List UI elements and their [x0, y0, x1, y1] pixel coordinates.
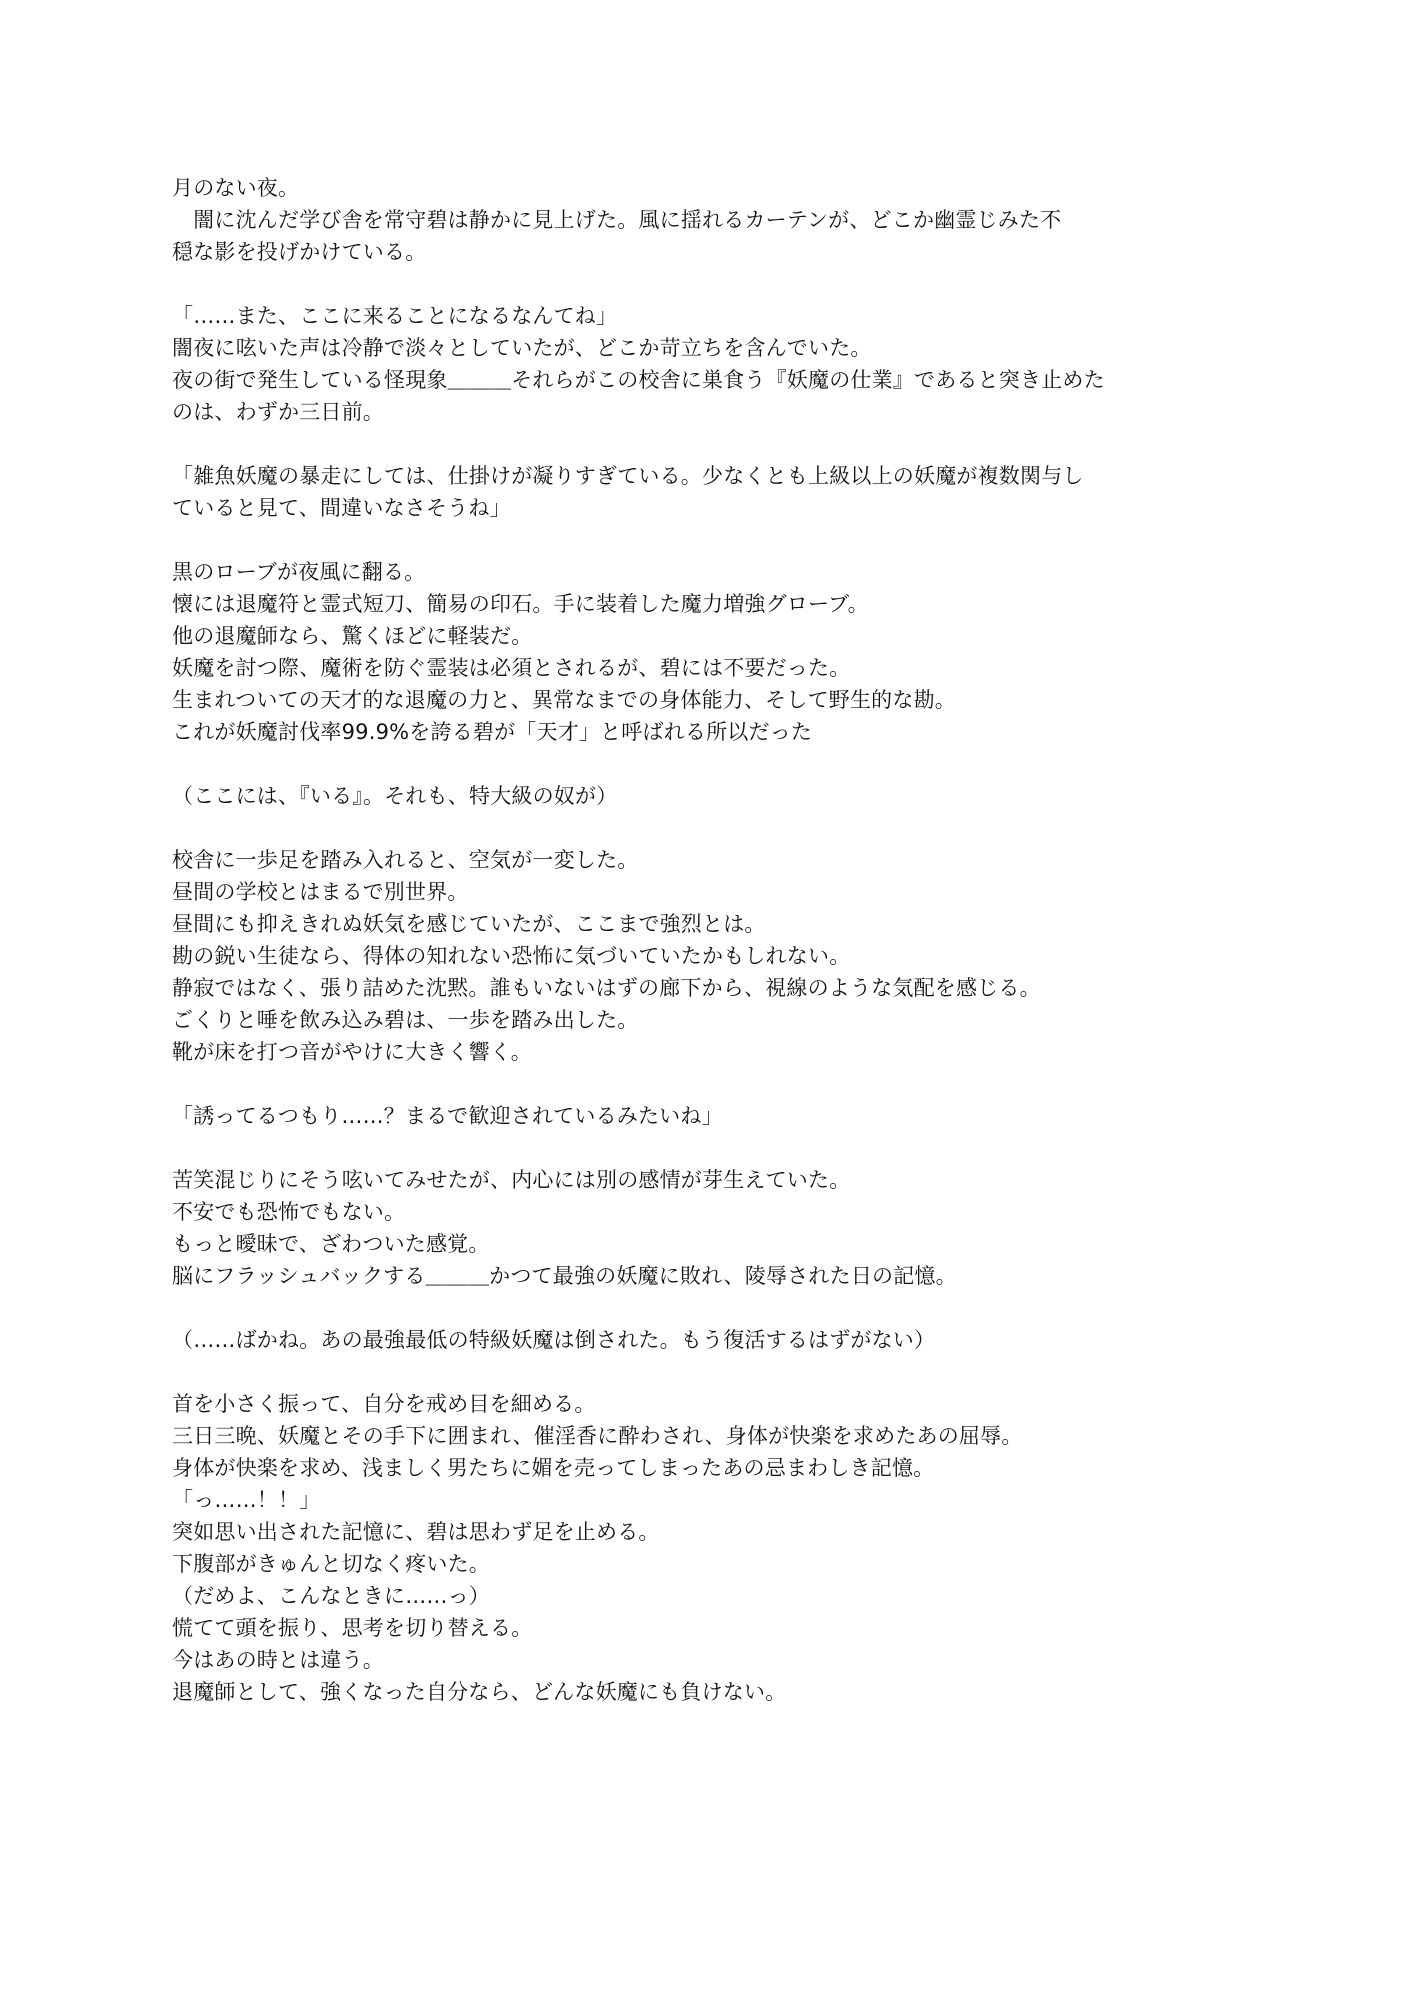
- text-line: 穏な影を投げかけている。: [172, 240, 427, 264]
- text-line: これが妖魔討伐率99.9%を誇る碧が「天才」と呼ばれる所以だった: [172, 720, 813, 744]
- dialogue-line: 「雑魚妖魔の暴走にしては、仕掛けが凝りすぎている。少なくとも上級以上の妖魔が複数関与し: [172, 464, 1084, 488]
- text-line: 昼間にも抑えきれぬ妖気を感じていたが、ここまで強烈とは。: [172, 912, 766, 936]
- text-line: 苦笑混じりにそう呟いてみせたが、内心には別の感情が芽生えていた。: [172, 1168, 851, 1192]
- paragraph-gap: [172, 428, 1262, 460]
- text-line: 勘の鋭い生徒なら、得体の知れない恐怖に気づいていたかもしれない。: [172, 944, 851, 968]
- text-line: 月のない夜。: [172, 176, 300, 200]
- paragraph-gap: [172, 812, 1262, 844]
- text-line: 昼間の学校とはまるで別世界。: [172, 880, 469, 904]
- text-line: 脳にフラッシュバックする＿＿＿かつて最強の妖魔に敗れ、陵辱された日の記憶。: [172, 1264, 957, 1288]
- text-line: 首を小さく振って、自分を戒め目を細める。: [172, 1392, 596, 1416]
- dialogue-line: ていると見て、間違いなさそうね」: [172, 496, 511, 520]
- text-line: 身体が快楽を求め、浅ましく男たちに媚を売ってしまったあの忌まわしき記憶。: [172, 1456, 935, 1480]
- text-line: 闇夜に呟いた声は冷静で淡々としていたが、どこか苛立ちを含んでいた。: [172, 336, 872, 360]
- dialogue-line: 「っ……！！」: [172, 1488, 321, 1512]
- text-line: のは、わずか三日前。: [172, 400, 384, 424]
- text-line: 突如思い出された記憶に、碧は思わず足を止める。: [172, 1520, 660, 1544]
- text-line: 黒のローブが夜風に翻る。: [172, 560, 426, 584]
- text-line: 懐には退魔符と霊式短刀、簡易の印石。手に装着した魔力増強グローブ。: [172, 592, 869, 616]
- paragraph-gap: [172, 268, 1262, 300]
- paragraph-gap: [172, 748, 1262, 780]
- text-line: 闇に沈んだ学び舎を常守碧は静かに見上げた。風に揺れるカーテンが、どこか幽霊じみた不: [172, 208, 1062, 232]
- text-line: 静寂ではなく、張り詰めた沈黙。誰もいないはずの廊下から、視線のような気配を感じる。: [172, 976, 1041, 1000]
- thought-line: （……ばかね。あの最強最低の特級妖魔は倒された。もう復活するはずがない）: [172, 1328, 936, 1352]
- text-line: 慌てて頭を振り、思考を切り替える。: [172, 1616, 533, 1640]
- paragraph-gap: [172, 1356, 1262, 1388]
- dialogue-line: 「誘ってるつもり……？まるで歓迎されているみたいね」: [172, 1104, 723, 1128]
- thought-line: （ここには、『いる』。それも、特大級の奴が）: [172, 784, 618, 808]
- thought-line: （だめよ、こんなときに……っ）: [172, 1584, 490, 1608]
- text-line: 今はあの時とは違う。: [172, 1648, 384, 1672]
- text-line: 夜の街で発生している怪現象＿＿＿それらがこの校舎に巣食う『妖魔の仕業』であると突き止めた: [172, 368, 1105, 392]
- text-line: 校舎に一歩足を踏み入れると、空気が一変した。: [172, 848, 639, 872]
- text-line: 妖魔を討つ際、魔術を防ぐ霊装は必須とされるが、碧には不要だった。: [172, 656, 851, 680]
- body-text: [172, 172, 1262, 1708]
- text-line: 三日三晩、妖魔とその手下に囲まれ、催淫香に酔わされ、身体が快楽を求めたあの屈辱。: [172, 1424, 1023, 1448]
- dialogue-line: 「……また、ここに来ることになるなんてね」: [172, 304, 618, 328]
- paragraph-gap: [172, 524, 1262, 556]
- text-line: 生まれついての天才的な退魔の力と、異常なまでの身体能力、そして野生的な勘。: [172, 688, 956, 712]
- text-line: 退魔師として、強くなった自分なら、どんな妖魔にも負けない。: [172, 1680, 787, 1704]
- text-line: 下腹部がきゅんと切なく疼いた。: [172, 1552, 490, 1576]
- paragraph-gap: [172, 1292, 1262, 1324]
- text-line: 靴が床を打つ音がやけに大きく響く。: [172, 1040, 532, 1064]
- paragraph-gap: [172, 1132, 1262, 1164]
- text-line: ごくりと唾を飲み込み碧は、一歩を踏み出した。: [172, 1008, 639, 1032]
- text-line: もっと曖昧で、ざわついた感覚。: [172, 1232, 490, 1256]
- paragraph-gap: [172, 1068, 1262, 1100]
- text-line: 不安でも恐怖でもない。: [172, 1200, 406, 1224]
- text-line: 他の退魔師なら、驚くほどに軽装だ。: [172, 624, 533, 648]
